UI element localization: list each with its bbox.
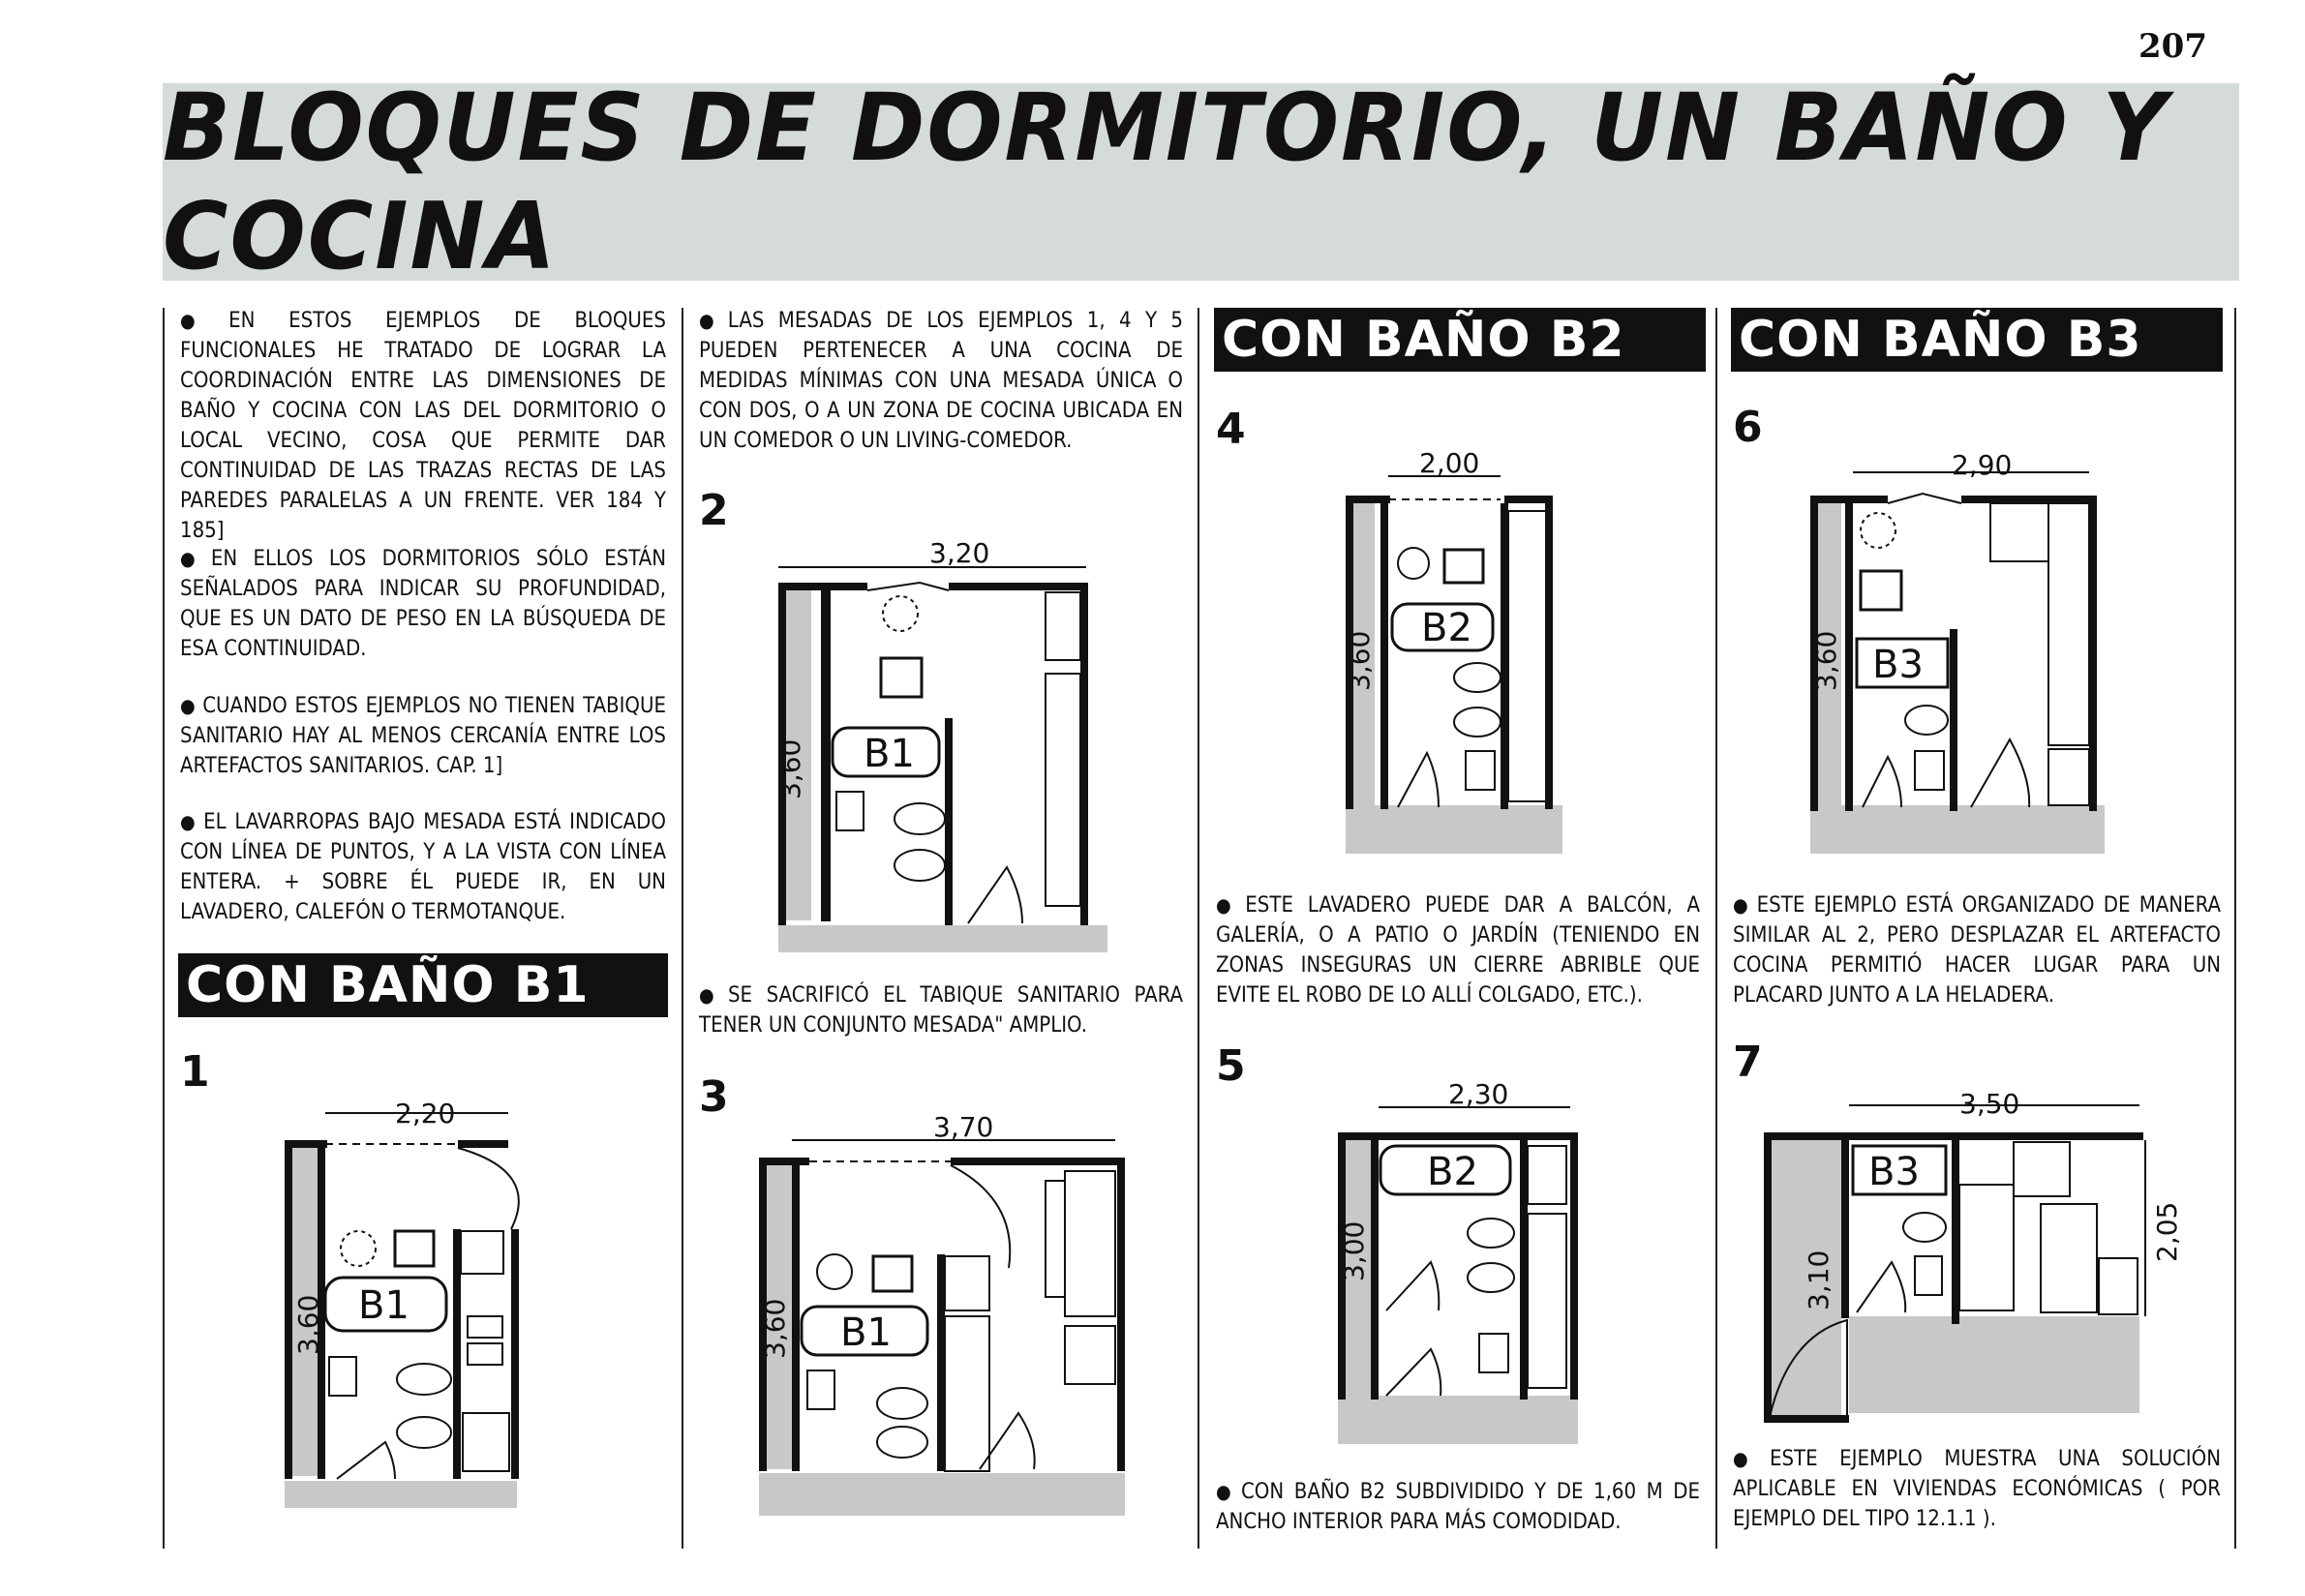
column-rule-3 — [1715, 308, 1717, 1549]
bullet-icon: ● — [1733, 1447, 1764, 1470]
dimension-depth-1: 3,60 — [292, 1294, 324, 1355]
floor-plan-6 — [1806, 449, 2116, 865]
col1-paragraph-3: ● CUANDO ESTOS EJEMPLOS NO TIENEN TABIQUE SANITARIO HAY AL MENOS CERCANÍA ENTRE LOS ARTEFACTOS SANITARIOS. CAP. 1] — [180, 694, 666, 778]
dimension-depth-3: 3,60 — [759, 1298, 791, 1359]
bath-label-1: B1 — [358, 1283, 409, 1328]
floor-plan-2 — [774, 538, 1123, 954]
example-number-2: 2 — [699, 486, 729, 535]
col2-paragraph-top: ● LAS MESADAS DE LOS EJEMPLOS 1, 4 Y 5 PUEDEN PERTENECER A UNA COCINA DE MEDIDAS MÍNIMAS CON UNA MESADA ÚNICA O CON DOS, O A UN ZONA DE COCINA UBICADA EN UN COMEDOR O UN LIVING-COMEDOR. — [699, 309, 1183, 453]
caption-example-2: ● SE SACRIFICÓ EL TABIQUE SANITARIO PARA TENER UN CONJUNTO MESADA" AMPLIO. — [699, 983, 1183, 1038]
bath-label-6: B3 — [1872, 643, 1924, 687]
bullet-icon: ● — [180, 547, 205, 570]
dimension-depth-7: 3,10 — [1803, 1250, 1835, 1310]
col1-paragraph-1: ● EN ESTOS EJEMPLOS DE BLOQUES FUNCIONALES HE TRATADO DE LOGRAR LA COORDINACIÓN ENTRE LAS DIMENSIONES DE BAÑO Y COCINA CON LAS DEL DORMITORIO O LOCAL VECINO, COSA QUE PERMITE DAR CONTINUIDAD DE LAS TRAZAS RECTAS DE LAS PAREDES PARALELAS A UN FRENTE. VER 184 Y 185] — [180, 309, 666, 543]
column-rule-right — [2234, 308, 2236, 1549]
bath-label-4: B2 — [1421, 606, 1472, 650]
example-number-4: 4 — [1216, 405, 1246, 454]
dimension-width-3: 3,70 — [933, 1111, 994, 1143]
bath-label-3: B1 — [840, 1310, 892, 1355]
example-number-5: 5 — [1216, 1041, 1246, 1091]
caption-example-4: ● ESTE LAVADERO PUEDE DAR A BALCÓN, A GALERÍA, O A PATIO O JARDÍN (TENIENDO EN ZONAS INSEGURAS UN CIERRE ABRIBLE QUE EVITE EL ROBO DE LO ALLÍ COLGADO, ETC.). — [1216, 893, 1700, 1008]
dimension-width-6: 2,90 — [1952, 449, 2013, 481]
bullet-icon: ● — [180, 694, 197, 717]
dimension-depth-4: 3,60 — [1344, 630, 1376, 691]
section-title-b3: CON BAÑO B3 — [1731, 308, 2223, 372]
title-band — [163, 73, 2239, 291]
section-title-b1: CON BAÑO B1 — [178, 953, 668, 1017]
bath-label-5: B2 — [1427, 1150, 1478, 1194]
caption-example-7: ● ESTE EJEMPLO MUESTRA UNA SOLUCIÓN APLICABLE EN VIVIENDAS ECONÓMICAS ( POR EJEMPLO DEL TIPO 12.1.1 ). — [1733, 1447, 2221, 1531]
dimension-depth-7b: 2,05 — [2151, 1201, 2183, 1262]
floor-plan-7 — [1760, 1088, 2183, 1436]
bullet-icon: ● — [699, 983, 722, 1007]
column-rule-1 — [682, 308, 683, 1549]
bullet-icon: ● — [1216, 1480, 1235, 1503]
page-title: BLOQUES DE DORMITORIO, UN BAÑO Y COCINA — [163, 73, 2169, 291]
bullet-icon: ● — [699, 309, 722, 332]
bullet-icon: ● — [180, 309, 224, 332]
floor-plan-3 — [757, 1113, 1144, 1529]
section-title-b2: CON BAÑO B2 — [1214, 308, 1706, 372]
page-number: 207 — [2138, 27, 2207, 66]
dimension-depth-2: 3,60 — [774, 738, 806, 799]
dimension-depth-5: 3,00 — [1338, 1220, 1370, 1281]
col1-paragraph-2: ● EN ELLOS LOS DORMITORIOS SÓLO ESTÁN SEÑALADOS PARA INDICAR SU PROFUNDIDAD, QUE ES UN DATO DE PESO EN LA BÚSQUEDA DE ESA CONTINUIDAD. — [180, 547, 666, 661]
bath-label-7: B3 — [1868, 1150, 1920, 1194]
dimension-width-2: 3,20 — [929, 537, 990, 569]
bath-label-2: B1 — [864, 732, 915, 776]
col1-paragraph-4: ● EL LAVARROPAS BAJO MESADA ESTÁ INDICADO CON LÍNEA DE PUNTOS, Y A LA VISTA CON LÍNEA ENTERA. + SOBRE ÉL PUEDE IR, EN UN LAVADERO, CALEFÓN O TERMOTANQUE. — [180, 810, 666, 924]
caption-example-5: ● CON BAÑO B2 SUBDIVIDIDO Y DE 1,60 M DE ANCHO INTERIOR PARA MÁS COMODIDAD. — [1216, 1480, 1701, 1534]
example-number-1: 1 — [180, 1047, 210, 1097]
bullet-icon: ● — [180, 810, 198, 833]
floor-plan-1 — [279, 1094, 550, 1510]
floor-plan-4 — [1342, 449, 1574, 865]
bullet-icon: ● — [1216, 893, 1240, 917]
dimension-depth-6: 3,60 — [1810, 630, 1842, 691]
column-rule-left — [163, 308, 165, 1549]
example-number-6: 6 — [1733, 403, 1763, 452]
caption-example-6: ● ESTE EJEMPLO ESTÁ ORGANIZADO DE MANERA SIMILAR AL 2, PERO DESPLAZAR EL ARTEFACTO COCINA PERMITIÓ HACER LUGAR PARA UN PLACARD JUNTO A LA HELADERA. — [1733, 893, 2222, 1008]
dimension-width-7: 3,50 — [1959, 1088, 2020, 1120]
bullet-icon: ● — [1733, 893, 1751, 917]
column-rule-2 — [1198, 308, 1199, 1549]
dimension-width-5: 2,30 — [1448, 1078, 1509, 1110]
dimension-width-1: 2,20 — [395, 1098, 456, 1129]
example-number-7: 7 — [1733, 1038, 1763, 1087]
example-number-3: 3 — [699, 1072, 729, 1122]
dimension-width-4: 2,00 — [1419, 447, 1480, 479]
floor-plan-5 — [1334, 1078, 1586, 1456]
